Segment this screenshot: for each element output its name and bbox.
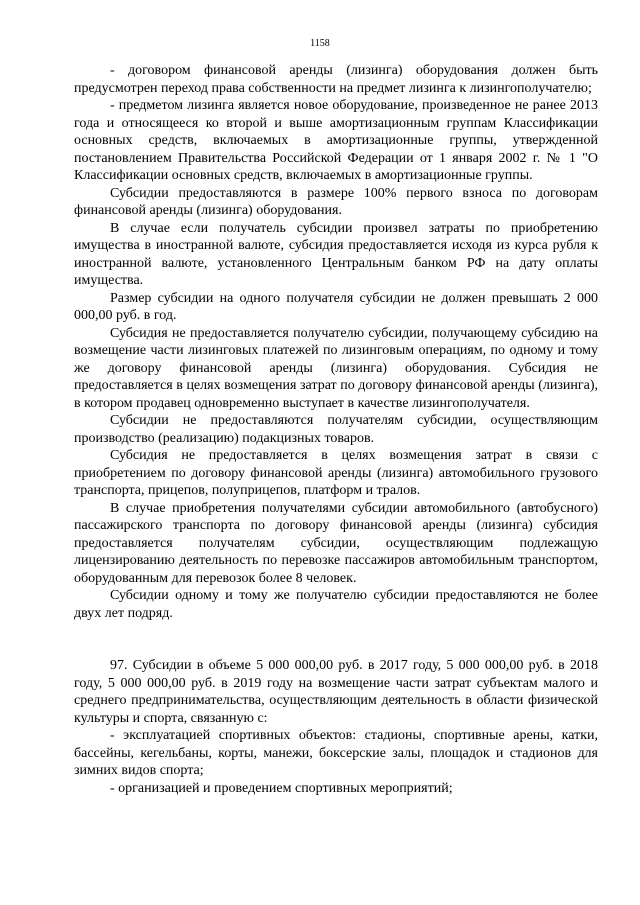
paragraph-foreign-currency: В случае если получатель субсидии произвел затраты по приобретению имущества в иностранной валюте, субсидия предоставляется исходя из курса рубля к иностранной валюте, установленного Центральным банком РФ на дату оплаты имущества. [74,220,598,288]
paragraph-subsidy-restrictions: Субсидия не предоставляется получателю субсидии, получающему субсидию на возмещение части лизинговых платежей по лизинговым операциям, по одному и тому же договору финансовой аренды (лизинга) оборудования. Субсидия не предоставляется в целях возмещения затрат по договору финансовой аренды (лизинга), в котором продавец одновременно выступает в качестве лизингополучателя. [74,325,598,411]
paragraph-leasing-new-equipment: - предметом лизинга является новое оборудование, произведенное не ранее 2013 года и относящееся ко второй и выше амортизационным группам Классификации основных средств, включаемых в амортизационные группы, утвержденной постановлением Правительства Российской Федерации от 1 января 2002 г. № 1 "О Классификации основных средств, включаемых в амортизационные группы. [74,98,598,183]
document-body [74,62,598,797]
paragraph-two-years-limit: Субсидии одному и тому же получателю субсидии предоставляются не более двух лет подряд. [74,588,598,621]
paragraph-leasing-ownership-transfer: - договором финансовой аренды (лизинга) оборудования должен быть предусмотрен переход права собственности на предмет лизинга к лизингополучателю; [74,63,598,96]
paragraph-passenger-transport: В случае приобретения получателями субсидии автомобильного (автобусного) пассажирского транспорта по договору финансовой аренды (лизинга) субсидия предоставляется получателям субсидии, осуществляющим подлежащую лицензированию деятельность по перевозке пассажиров автомобильным транспортом, оборудованным для перевозок более 8 человек. [74,500,598,586]
page-number: 1158 [310,38,330,49]
section-spacer [74,622,598,657]
paragraph-subsidy-amount-first-payment: Субсидии предоставляются в размере 100% первого взноса по договорам финансовой аренды (лизинга) оборудования. [74,185,598,218]
paragraph-subsidy-limit: Размер субсидии на одного получателя субсидии не должен превышать 2 000 000,00 руб. в год. [74,290,598,323]
paragraph-excise-goods: Субсидии не предоставляются получателям субсидии, осуществляющим производство (реализацию) подакцизных товаров. [74,413,598,446]
paragraph-section-97-sports-events: - организацией и проведением спортивных мероприятий; [110,780,453,796]
paragraph-section-97-sports-facilities: - эксплуатацией спортивных объектов: стадионы, спортивные арены, катки, бассейны, кегельбаны, корты, манежи, боксерские залы, площадок и стадионов для зимних видов спорта; [74,728,598,778]
paragraph-section-97-intro: 97. Субсидии в объеме 5 000 000,00 руб. в 2017 году, 5 000 000,00 руб. в 2018 году, 5 000 000,00 руб. в 2019 году на возмещение части затрат субъектам малого и среднего предпринимательства, осуществляющим деятельность в области физической культуры и спорта, связанную с: [74,658,598,726]
paragraph-freight-transport: Субсидия не предоставляется в целях возмещения затрат в связи с приобретением по договору финансовой аренды (лизинга) автомобильного грузового транспорта, прицепов, полуприцепов, платформ и тралов. [74,448,598,498]
